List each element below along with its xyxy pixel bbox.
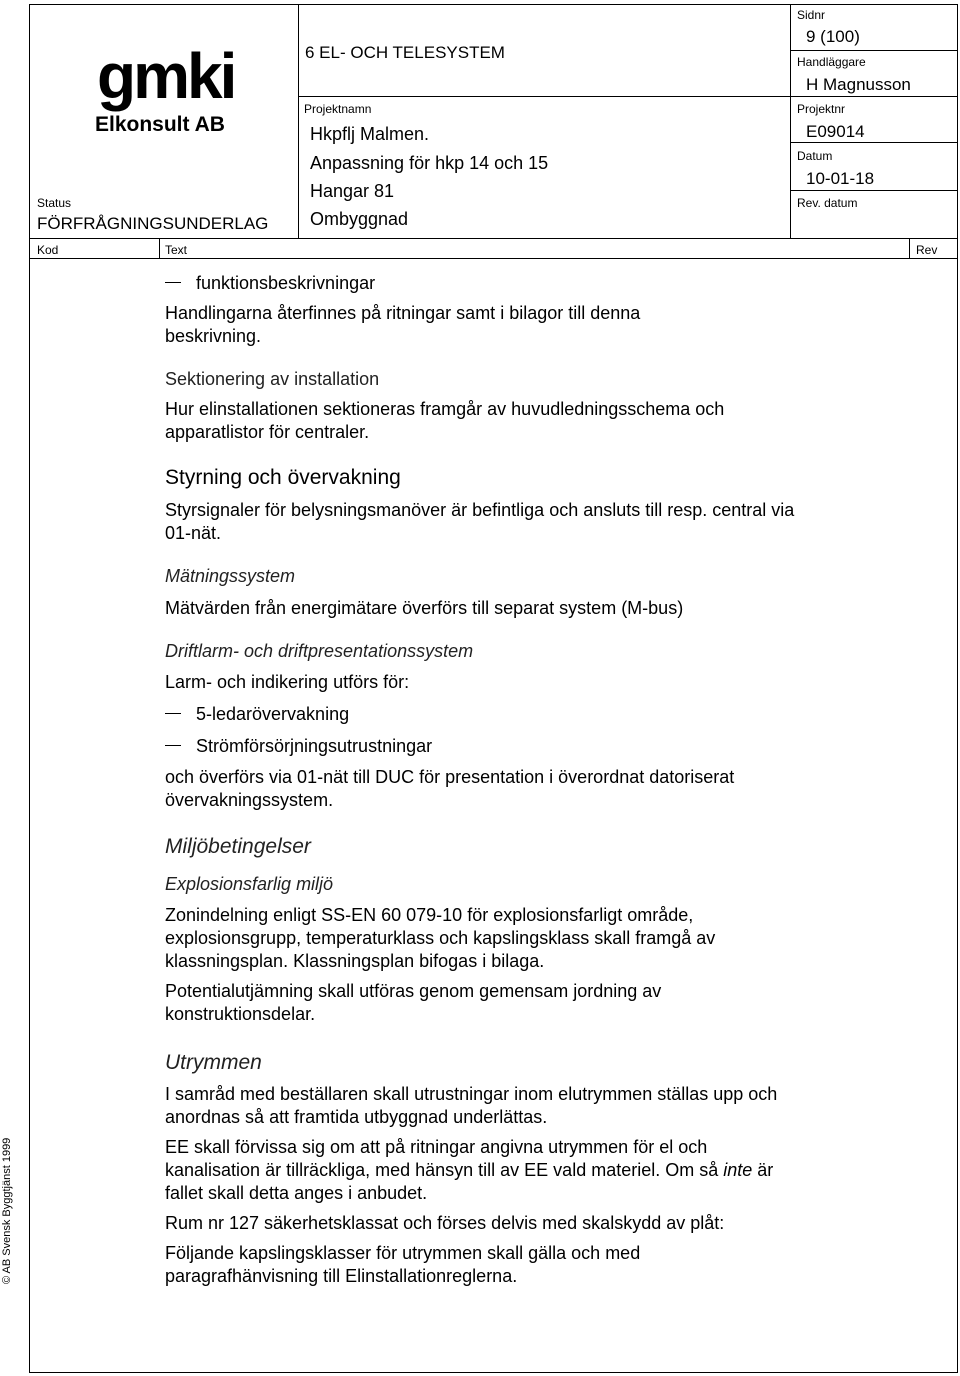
header-divider — [29, 238, 958, 239]
sidnr-label: Sidnr — [797, 8, 826, 22]
sidnr-value: 9 (100) — [806, 27, 860, 46]
chapter-title: 6 EL- OCH TELESYSTEM — [305, 43, 505, 62]
column-divider — [159, 238, 160, 259]
header-divider — [790, 96, 958, 97]
list-item — [165, 703, 955, 726]
company-logo: gmki — [97, 40, 235, 112]
status-label: Status — [37, 196, 72, 210]
projectname-line: Anpassning för hkp 14 och 15 — [310, 153, 549, 173]
list-item — [165, 272, 955, 295]
projektnr-label: Projektnr — [797, 102, 846, 116]
paragraph-text: EE skall förvissa sig om att på ritningar angivna utrymmen för el och kanalisation är tillräckliga, med hänsyn till av EE vald materiel. Om så — [165, 1137, 724, 1180]
column-rev: Rev — [916, 243, 938, 257]
copyright-notice: © AB Svensk Byggtjänst 1999 — [1, 1137, 13, 1284]
projectname-label: Projektnamn — [304, 102, 372, 116]
column-text: Text — [165, 243, 188, 257]
datum-label: Datum — [797, 149, 833, 163]
emphasis-text: inte — [723, 1160, 753, 1180]
list-item-text: Strömförsörjningsutrustningar — [196, 736, 433, 756]
header-divider — [790, 190, 958, 191]
column-divider — [909, 238, 910, 259]
paragraph: Zonindelning enligt SS-EN 60 079-10 för explosionsfarligt område, explosionsgrupp, temperaturklass och kapslingsklass skall framgå av klassningsplan. Klassningsplan bifogas i bilaga. — [165, 905, 716, 971]
header-divider — [790, 50, 958, 51]
column-header-divider — [29, 258, 958, 259]
paragraph: Larm- och indikering utförs för: — [165, 672, 410, 692]
paragraph: Handlingarna återfinnes på ritningar samt i bilagor till denna beskrivning. — [165, 303, 641, 346]
heading-driftlarm: Driftlarm- och driftpresentationssystem — [165, 641, 474, 661]
projektnr-value: E09014 — [806, 122, 865, 141]
heading-explosion: Explosionsfarlig miljö — [165, 874, 334, 894]
dash-bullet-icon — [165, 282, 181, 283]
paragraph: Mätvärden från energimätare överförs till separat system (M-bus) — [165, 598, 684, 618]
company-name: Elkonsult AB — [95, 113, 225, 136]
header-divider — [298, 4, 299, 239]
header-divider — [790, 4, 791, 239]
projectname-line: Hangar 81 — [310, 181, 395, 201]
handlaggare-label: Handläggare — [797, 55, 866, 69]
dash-bullet-icon — [165, 713, 181, 714]
paragraph — [165, 1136, 805, 1205]
paragraph: Rum nr 127 säkerhetsklassat och förses delvis med skalskydd av plåt: — [165, 1213, 725, 1233]
paragraph: I samråd med beställaren skall utrustningar inom elutrymmen ställas upp och anordnas så att framtida utbyggnad underlättas. — [165, 1084, 778, 1127]
datum-value: 10-01-18 — [806, 169, 875, 188]
projectname-line: Ombyggnad — [310, 209, 409, 229]
list-item-text: 5-ledarövervakning — [196, 704, 350, 724]
paragraph: Potentialutjämning skall utföras genom gemensam jordning av konstruktionsdelar. — [165, 981, 662, 1024]
paragraph: och överförs via 01-nät till DUC för presentation i överordnat datoriserat övervakningssystem. — [165, 767, 735, 810]
heading-sektionering: Sektionering av installation — [165, 369, 380, 389]
heading-styrning: Styrning och övervakning — [165, 466, 401, 489]
list-item-text: funktionsbeskrivningar — [196, 273, 376, 293]
revdatum-label: Rev. datum — [797, 196, 858, 210]
paragraph-text: är fallet skall detta anges i anbudet. — [165, 1160, 774, 1203]
heading-matning: Mätningssystem — [165, 566, 296, 586]
header-divider — [790, 142, 958, 143]
list-item — [165, 735, 955, 758]
paragraph: Följande kapslingsklasser för utrymmen skall gälla och med paragrafhänvisning till Elinstallationreglerna. — [165, 1243, 641, 1286]
dash-bullet-icon — [165, 745, 181, 746]
paragraph: Hur elinstallationen sektioneras framgår av huvudledningsschema och apparatlistor för centraler. — [165, 399, 725, 442]
status-value: FÖRFRÅGNINGSUNDERLAG — [37, 214, 269, 233]
projectname-line: Hkpflj Malmen. — [310, 124, 430, 144]
heading-miljo: Miljöbetingelser — [165, 835, 311, 858]
paragraph: Styrsignaler för belysningsmanöver är befintliga och ansluts till resp. central via 01-nät. — [165, 500, 795, 543]
handlaggare-value: H Magnusson — [806, 75, 911, 94]
header-divider — [298, 96, 791, 97]
heading-utrymmen: Utrymmen — [165, 1051, 262, 1074]
document-body — [165, 272, 955, 1288]
column-kod: Kod — [37, 243, 59, 257]
